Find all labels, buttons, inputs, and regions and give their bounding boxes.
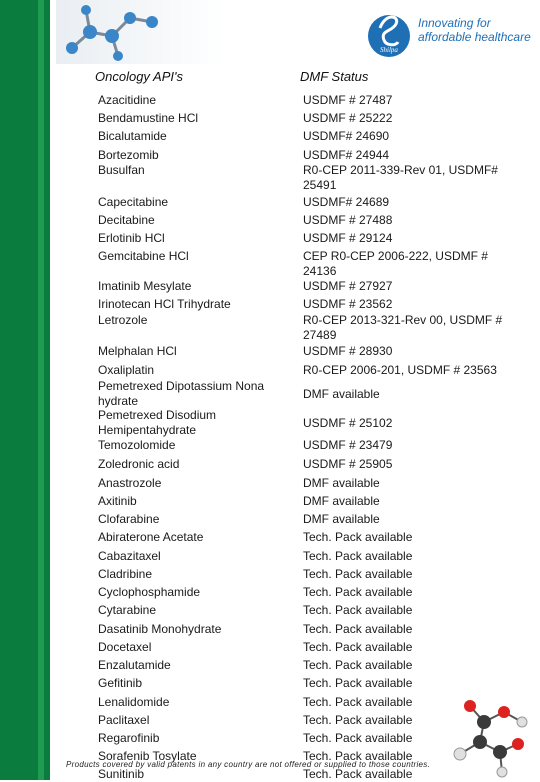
api-name: Melphalan HCl bbox=[98, 344, 177, 358]
svg-text:Shilpa: Shilpa bbox=[380, 46, 398, 54]
dmf-status: USDMF # 29124 bbox=[303, 231, 393, 245]
logo-tagline-line2: affordable healthcare bbox=[418, 30, 531, 44]
column-header-product: Oncology API's bbox=[95, 69, 183, 84]
dmf-status: Tech. Pack available bbox=[303, 567, 413, 581]
dmf-status: Tech. Pack available bbox=[303, 585, 413, 599]
api-name: Cladribine bbox=[98, 567, 153, 581]
dmf-status: USDMF # 23562 bbox=[303, 297, 393, 311]
dmf-status: Tech. Pack available bbox=[303, 622, 413, 636]
api-name: Oxaliplatin bbox=[98, 363, 155, 377]
dmf-status: Tech. Pack available bbox=[303, 530, 413, 544]
api-name: Erlotinib HCl bbox=[98, 231, 165, 245]
api-name: Decitabine bbox=[98, 213, 155, 227]
api-name: Zoledronic acid bbox=[98, 457, 180, 471]
dmf-status: CEP R0-CEP 2006-222, USDMF # 24136 bbox=[303, 249, 488, 278]
api-name: Pemetrexed Disodium Hemipentahydrate bbox=[98, 408, 217, 437]
api-name: Bicalutamide bbox=[98, 129, 167, 143]
api-name: Temozolomide bbox=[98, 438, 176, 452]
dmf-status: USDMF# 24689 bbox=[303, 195, 390, 209]
dmf-status: USDMF # 25102 bbox=[303, 416, 393, 430]
api-name: Clofarabine bbox=[98, 512, 160, 526]
api-name: Capecitabine bbox=[98, 195, 169, 209]
dmf-status: Tech. Pack available bbox=[303, 749, 413, 763]
dmf-status: Tech. Pack available bbox=[303, 731, 413, 745]
dmf-status: USDMF # 27487 bbox=[303, 93, 393, 107]
dmf-status: USDMF # 25222 bbox=[303, 111, 393, 125]
api-name: Cabazitaxel bbox=[98, 549, 161, 563]
api-name: Lenalidomide bbox=[98, 695, 170, 709]
api-name: Irinotecan HCl Trihydrate bbox=[98, 297, 231, 311]
dmf-status: USDMF # 23479 bbox=[303, 438, 393, 452]
dmf-status: DMF available bbox=[303, 494, 380, 508]
api-name: Busulfan bbox=[98, 163, 145, 177]
dmf-status: Tech. Pack available bbox=[303, 640, 413, 654]
api-name: Docetaxel bbox=[98, 640, 152, 654]
api-name: Cyclophosphamide bbox=[98, 585, 201, 599]
api-name: Azacitidine bbox=[98, 93, 157, 107]
api-name: Gemcitabine HCl bbox=[98, 249, 189, 263]
dmf-status: USDMF # 28930 bbox=[303, 344, 393, 358]
api-name: Axitinib bbox=[98, 494, 137, 508]
api-name: Anastrozole bbox=[98, 476, 162, 490]
dmf-status: USDMF# 24690 bbox=[303, 129, 390, 143]
api-name: Cytarabine bbox=[98, 603, 157, 617]
dmf-status: USDMF # 25905 bbox=[303, 457, 393, 471]
dmf-status: R0-CEP 2006-201, USDMF # 23563 bbox=[303, 363, 497, 377]
dmf-status: Tech. Pack available bbox=[303, 713, 413, 727]
dmf-status: Tech. Pack available bbox=[303, 676, 413, 690]
dmf-status: USDMF # 27488 bbox=[303, 213, 393, 227]
dmf-status: Tech. Pack available bbox=[303, 549, 413, 563]
dmf-status: DMF available bbox=[303, 512, 380, 526]
logo-tagline bbox=[418, 16, 538, 44]
api-name: Pemetrexed Dipotassium Nona hydrate bbox=[98, 379, 265, 408]
api-name: Gefitinib bbox=[98, 676, 143, 690]
molecule-graphic bbox=[60, 0, 162, 64]
dmf-status: USDMF# 24944 bbox=[303, 148, 390, 162]
dmf-status: Tech. Pack available bbox=[303, 658, 413, 672]
api-name: Abiraterone Acetate bbox=[98, 530, 204, 544]
logo-tagline-line1: Innovating for bbox=[418, 16, 491, 30]
column-header-status: DMF Status bbox=[300, 69, 369, 84]
api-name: Sunitinib bbox=[98, 767, 145, 781]
dmf-status: Tech. Pack available bbox=[303, 695, 413, 709]
left-sidebar-band bbox=[0, 0, 50, 780]
api-name: Dasatinib Monohydrate bbox=[98, 622, 222, 636]
shilpa-logo-icon bbox=[366, 6, 412, 58]
dmf-status: Tech. Pack available bbox=[303, 767, 413, 781]
dmf-status: Tech. Pack available bbox=[303, 603, 413, 617]
dmf-status: DMF available bbox=[303, 476, 380, 490]
api-name: Letrozole bbox=[98, 313, 148, 327]
api-name: Bendamustine HCl bbox=[98, 111, 199, 125]
api-name: Imatinib Mesylate bbox=[98, 279, 192, 293]
api-name: Bortezomib bbox=[98, 148, 159, 162]
dmf-status: R0-CEP 2011-339-Rev 01, USDMF# 25491 bbox=[303, 163, 498, 192]
dmf-status: R0-CEP 2013-321-Rev 00, USDMF # 27489 bbox=[303, 313, 503, 342]
dmf-status: USDMF # 27927 bbox=[303, 279, 393, 293]
api-name: Paclitaxel bbox=[98, 713, 150, 727]
dmf-status: DMF available bbox=[303, 387, 380, 401]
footer-disclaimer: Products covered by valid patents in any country are not offered or supplied to those countries. bbox=[66, 760, 431, 769]
api-name: Regarofinib bbox=[98, 731, 160, 745]
api-name: Sorafenib Tosylate bbox=[98, 749, 197, 763]
molecule-structure-graphic bbox=[440, 694, 532, 778]
api-name: Enzalutamide bbox=[98, 658, 171, 672]
